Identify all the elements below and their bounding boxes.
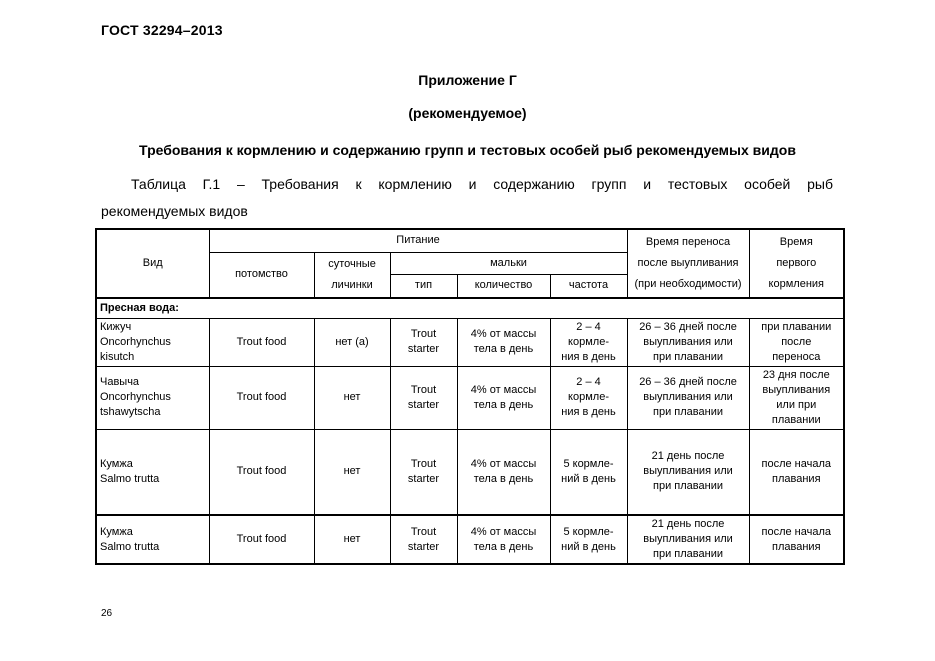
- table-caption-line2: рекомендуемых видов: [101, 203, 248, 219]
- cell-first-feeding: 23 дня после выупливания или при плавании: [749, 366, 844, 429]
- cell-quantity: 4% от массы тела в день: [457, 318, 550, 366]
- cell-transfer: 21 день после выупливания или при плавании: [627, 515, 749, 564]
- header-fry: мальки: [390, 252, 627, 274]
- cell-quantity: 4% от массы тела в день: [457, 366, 550, 429]
- header-nutrition: Питание: [209, 229, 627, 252]
- cell-first-feeding: при плавании после переноса: [749, 318, 844, 366]
- cell-first-feeding: после начала плавания: [749, 429, 844, 515]
- cell-transfer: 26 – 36 дней после выупливания или при плавании: [627, 366, 749, 429]
- cell-larvae: нет (а): [314, 318, 390, 366]
- table-row: [96, 429, 844, 515]
- cell-type: Trout starter: [390, 318, 457, 366]
- cell-larvae: нет: [314, 366, 390, 429]
- cell-type: Trout starter: [390, 429, 457, 515]
- standard-number: ГОСТ 32294–2013: [101, 22, 223, 38]
- cell-transfer: 21 день после выупливания или при плавании: [627, 429, 749, 515]
- cell-transfer: 26 – 36 дней после выупливания или при плавании: [627, 318, 749, 366]
- header-quantity: количество: [457, 274, 550, 298]
- cell-offspring: Trout food: [209, 366, 314, 429]
- cell-species: Кижуч Oncorhynchus kisutch: [96, 318, 209, 366]
- cell-species: Кумжа Salmo trutta: [96, 429, 209, 515]
- appendix-subtitle: (рекомендуемое): [408, 105, 527, 121]
- table-row: [96, 366, 844, 429]
- cell-type: Trout starter: [390, 366, 457, 429]
- cell-species: Кумжа Salmo trutta: [96, 515, 209, 564]
- cell-larvae: нет: [314, 515, 390, 564]
- header-type: тип: [390, 274, 457, 298]
- cell-offspring: Trout food: [209, 515, 314, 564]
- cell-frequency: 2 – 4 кормле- ния в день: [550, 366, 627, 429]
- feeding-requirements-table: [95, 228, 845, 565]
- cell-quantity: 4% от массы тела в день: [457, 515, 550, 564]
- page-number: 26: [101, 608, 113, 619]
- header-offspring: потомство: [209, 252, 314, 298]
- appendix-heading: Требования к кормлению и содержанию групп и тестовых особей рыб рекомендуемых видов: [139, 142, 796, 158]
- appendix-title: Приложение Г: [418, 72, 517, 88]
- header-frequency: частота: [550, 274, 627, 298]
- header-species: Вид: [96, 229, 209, 298]
- cell-frequency: 2 – 4 кормле- ния в день: [550, 318, 627, 366]
- header-daily-larvae: суточные личинки: [314, 252, 390, 298]
- header-first-feeding: Время первого кормления: [749, 229, 844, 298]
- cell-species: Чавыча Oncorhynchus tshawytscha: [96, 366, 209, 429]
- table-row: [96, 318, 844, 366]
- cell-frequency: 5 кормле- ний в день: [550, 429, 627, 515]
- cell-frequency: 5 кормле- ний в день: [550, 515, 627, 564]
- cell-offspring: Trout food: [209, 429, 314, 515]
- section-freshwater: Пресная вода:: [96, 298, 844, 318]
- cell-larvae: нет: [314, 429, 390, 515]
- table-caption-line1: Таблица Г.1 – Требования к кормлению и содержанию групп и тестовых особей рыб: [131, 176, 833, 192]
- cell-quantity: 4% от массы тела в день: [457, 429, 550, 515]
- cell-offspring: Trout food: [209, 318, 314, 366]
- header-transfer-time: Время переноса после выупливания (при необходимости): [627, 229, 749, 298]
- cell-first-feeding: после начала плавания: [749, 515, 844, 564]
- cell-type: Trout starter: [390, 515, 457, 564]
- table-row: [96, 515, 844, 564]
